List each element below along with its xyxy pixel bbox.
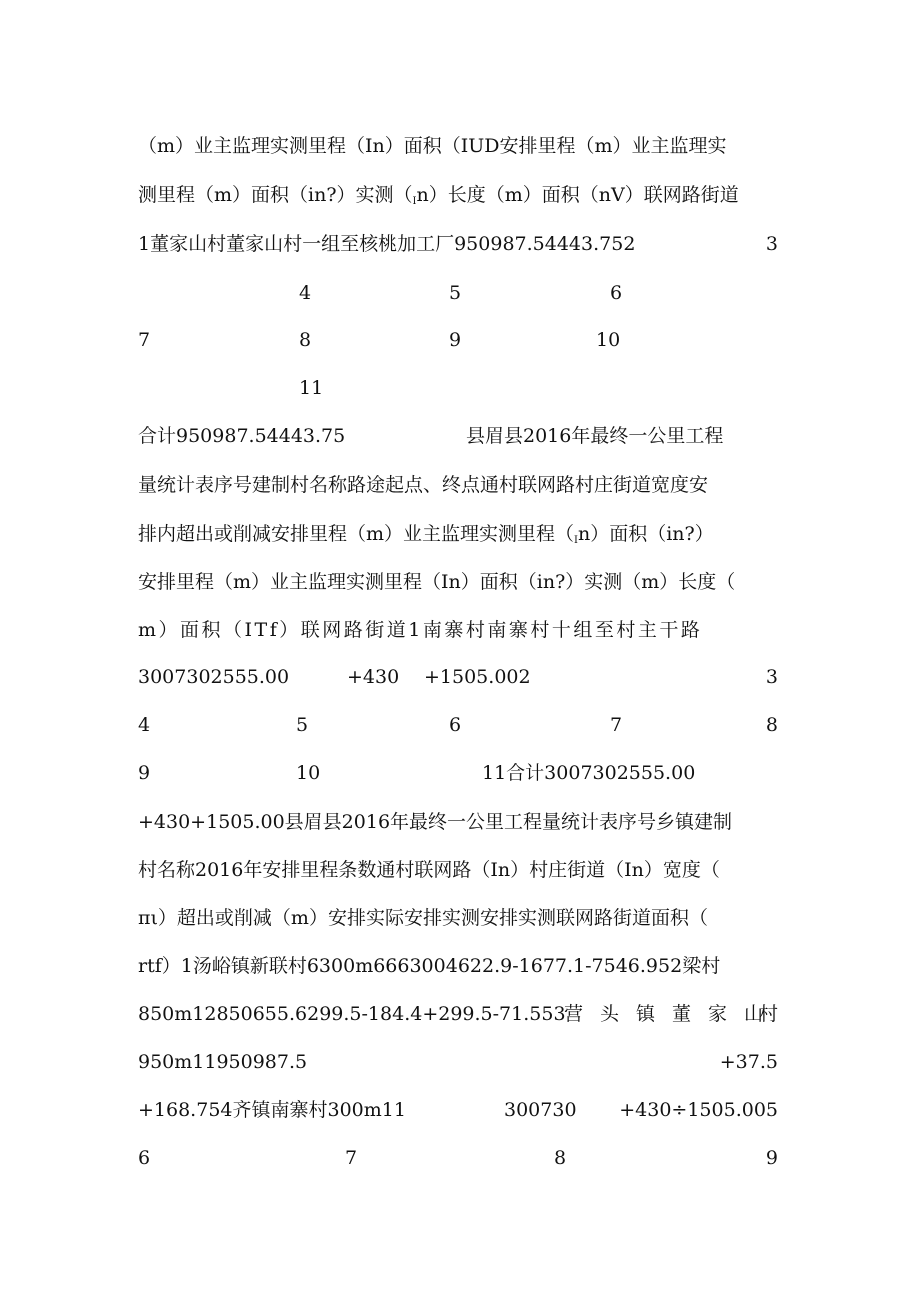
- line-19-char-7: 村: [758, 1003, 778, 1025]
- line-5-num-3: 9: [449, 329, 462, 351]
- text-line-16: [138, 854, 778, 886]
- line-7-total: 合计950987.54443.75: [138, 425, 346, 447]
- line-14-total: 11合计3007302555.00: [482, 762, 696, 784]
- line-12-value-3: +1505.002: [424, 666, 531, 688]
- line-5-num-1: 7: [138, 329, 151, 351]
- line-22-num-2: 7: [345, 1147, 358, 1169]
- line-17-text: πι）超出或削减（m）安排实际安排实测安排实测联网路街道面积（: [138, 907, 708, 929]
- text-line-4: [138, 277, 778, 309]
- line-22-num-4: 9: [765, 1147, 778, 1169]
- line-21-text: +168.754齐镇南寨村300m11: [138, 1099, 406, 1121]
- text-line-2: [138, 179, 778, 211]
- text-line-3: [138, 228, 778, 260]
- text-line-9: [138, 518, 778, 550]
- line-22-num-3: 8: [554, 1147, 567, 1169]
- line-2-text-b: n）长度（m）面积（nV）联网路街道: [416, 184, 739, 206]
- line-20-value-1: 950m11950987.5: [138, 1051, 308, 1073]
- line-6-num: 11: [299, 377, 324, 399]
- line-14-num-2: 10: [296, 762, 321, 784]
- line-10-text: 安排里程（m）业主监理实测里程（In）面积（in?）实测（m）长度（: [138, 571, 736, 593]
- line-16-text: 村名称2016年安排里程条数通村联网路（In）村庄街道（In）宽度（: [138, 859, 720, 881]
- line-12-value-4: 3: [765, 666, 778, 688]
- text-line-19: [138, 998, 778, 1030]
- line-21-value-2: +430÷1505.005: [619, 1099, 778, 1121]
- text-line-14: [138, 757, 778, 789]
- line-19-char-3: 镇: [636, 1003, 656, 1025]
- text-line-13: [138, 709, 778, 741]
- line-7-title: 县眉县2016年最终一公里工程: [466, 425, 724, 447]
- text-line-18: [138, 950, 778, 982]
- line-4-num-1: 4: [299, 282, 312, 304]
- text-line-10: [138, 566, 778, 598]
- line-12-value-1: 3007302555.00: [138, 666, 290, 688]
- text-line-7: [138, 420, 778, 452]
- text-line-8: [138, 469, 778, 501]
- line-13-num-4: 7: [610, 714, 623, 736]
- text-line-22: [138, 1142, 778, 1174]
- line-19-char-2: 头: [600, 1003, 620, 1025]
- line-12-value-2: +430: [347, 666, 400, 688]
- line-8-text: 量统计表序号建制村名称路途起点、终点通村联网路村庄街道宽度安: [138, 474, 709, 496]
- line-15-text: +430+1505.00县眉县2016年最终一公里工程量统计表序号乡镇建制: [138, 811, 733, 833]
- line-19-char-4: 董: [672, 1003, 692, 1025]
- line-20-value-2: +37.5: [719, 1051, 778, 1073]
- text-line-11: [138, 614, 778, 646]
- text-line-15: [138, 806, 778, 838]
- line-9-text-b: n）面积（in?）: [577, 523, 714, 545]
- text-line-1: [138, 130, 778, 162]
- line-19-char-5: 家: [708, 1003, 728, 1025]
- line-2-subscript: I: [412, 196, 417, 207]
- line-19-values: 850m12850655.6299.5-184.4+299.5-71.553: [138, 1003, 566, 1025]
- text-line-20: [138, 1046, 778, 1078]
- line-1-text: （m）业主监理实测里程（In）面积（IUD安排里程（m）业主监理实: [138, 135, 727, 157]
- line-13-num-2: 5: [296, 714, 309, 736]
- line-19-char-1: 营: [564, 1003, 584, 1025]
- line-13-num-1: 4: [138, 714, 151, 736]
- line-9-text-a: 排内超出或削减安排里程（m）业主监理实测里程（: [138, 523, 575, 545]
- line-14-num-1: 9: [138, 762, 151, 784]
- line-5-num-4: 10: [596, 329, 621, 351]
- text-line-17: [138, 902, 778, 934]
- line-19-char-6: 山: [744, 1003, 764, 1025]
- line-13-num-3: 6: [449, 714, 462, 736]
- line-5-num-2: 8: [299, 329, 312, 351]
- text-line-21: [138, 1094, 778, 1126]
- text-line-5: [138, 324, 778, 356]
- line-9-subscript: I: [574, 535, 578, 546]
- text-line-12: [138, 661, 778, 693]
- line-21-value-1: 300730: [504, 1099, 577, 1121]
- line-4-num-2: 5: [449, 282, 462, 304]
- line-3-text: 1董家山村董家山村一组至核桃加工厂950987.54443.752: [138, 233, 636, 255]
- text-line-6: [138, 372, 778, 404]
- line-11-text: m）面积（ITf）联网路街道1南寨村南寨村十组至村主干路: [138, 619, 703, 641]
- line-2-text-a: 测里程（m）面积（in?）实测（: [138, 184, 413, 206]
- line-4-num-3: 6: [610, 282, 623, 304]
- line-3-number: 3: [765, 233, 778, 255]
- line-18-text: rtf）1汤峪镇新联村6300m6663004622.9-1677.1-7546.952梁村: [138, 955, 721, 977]
- line-13-num-5: 8: [765, 714, 778, 736]
- line-22-num-1: 6: [138, 1147, 151, 1169]
